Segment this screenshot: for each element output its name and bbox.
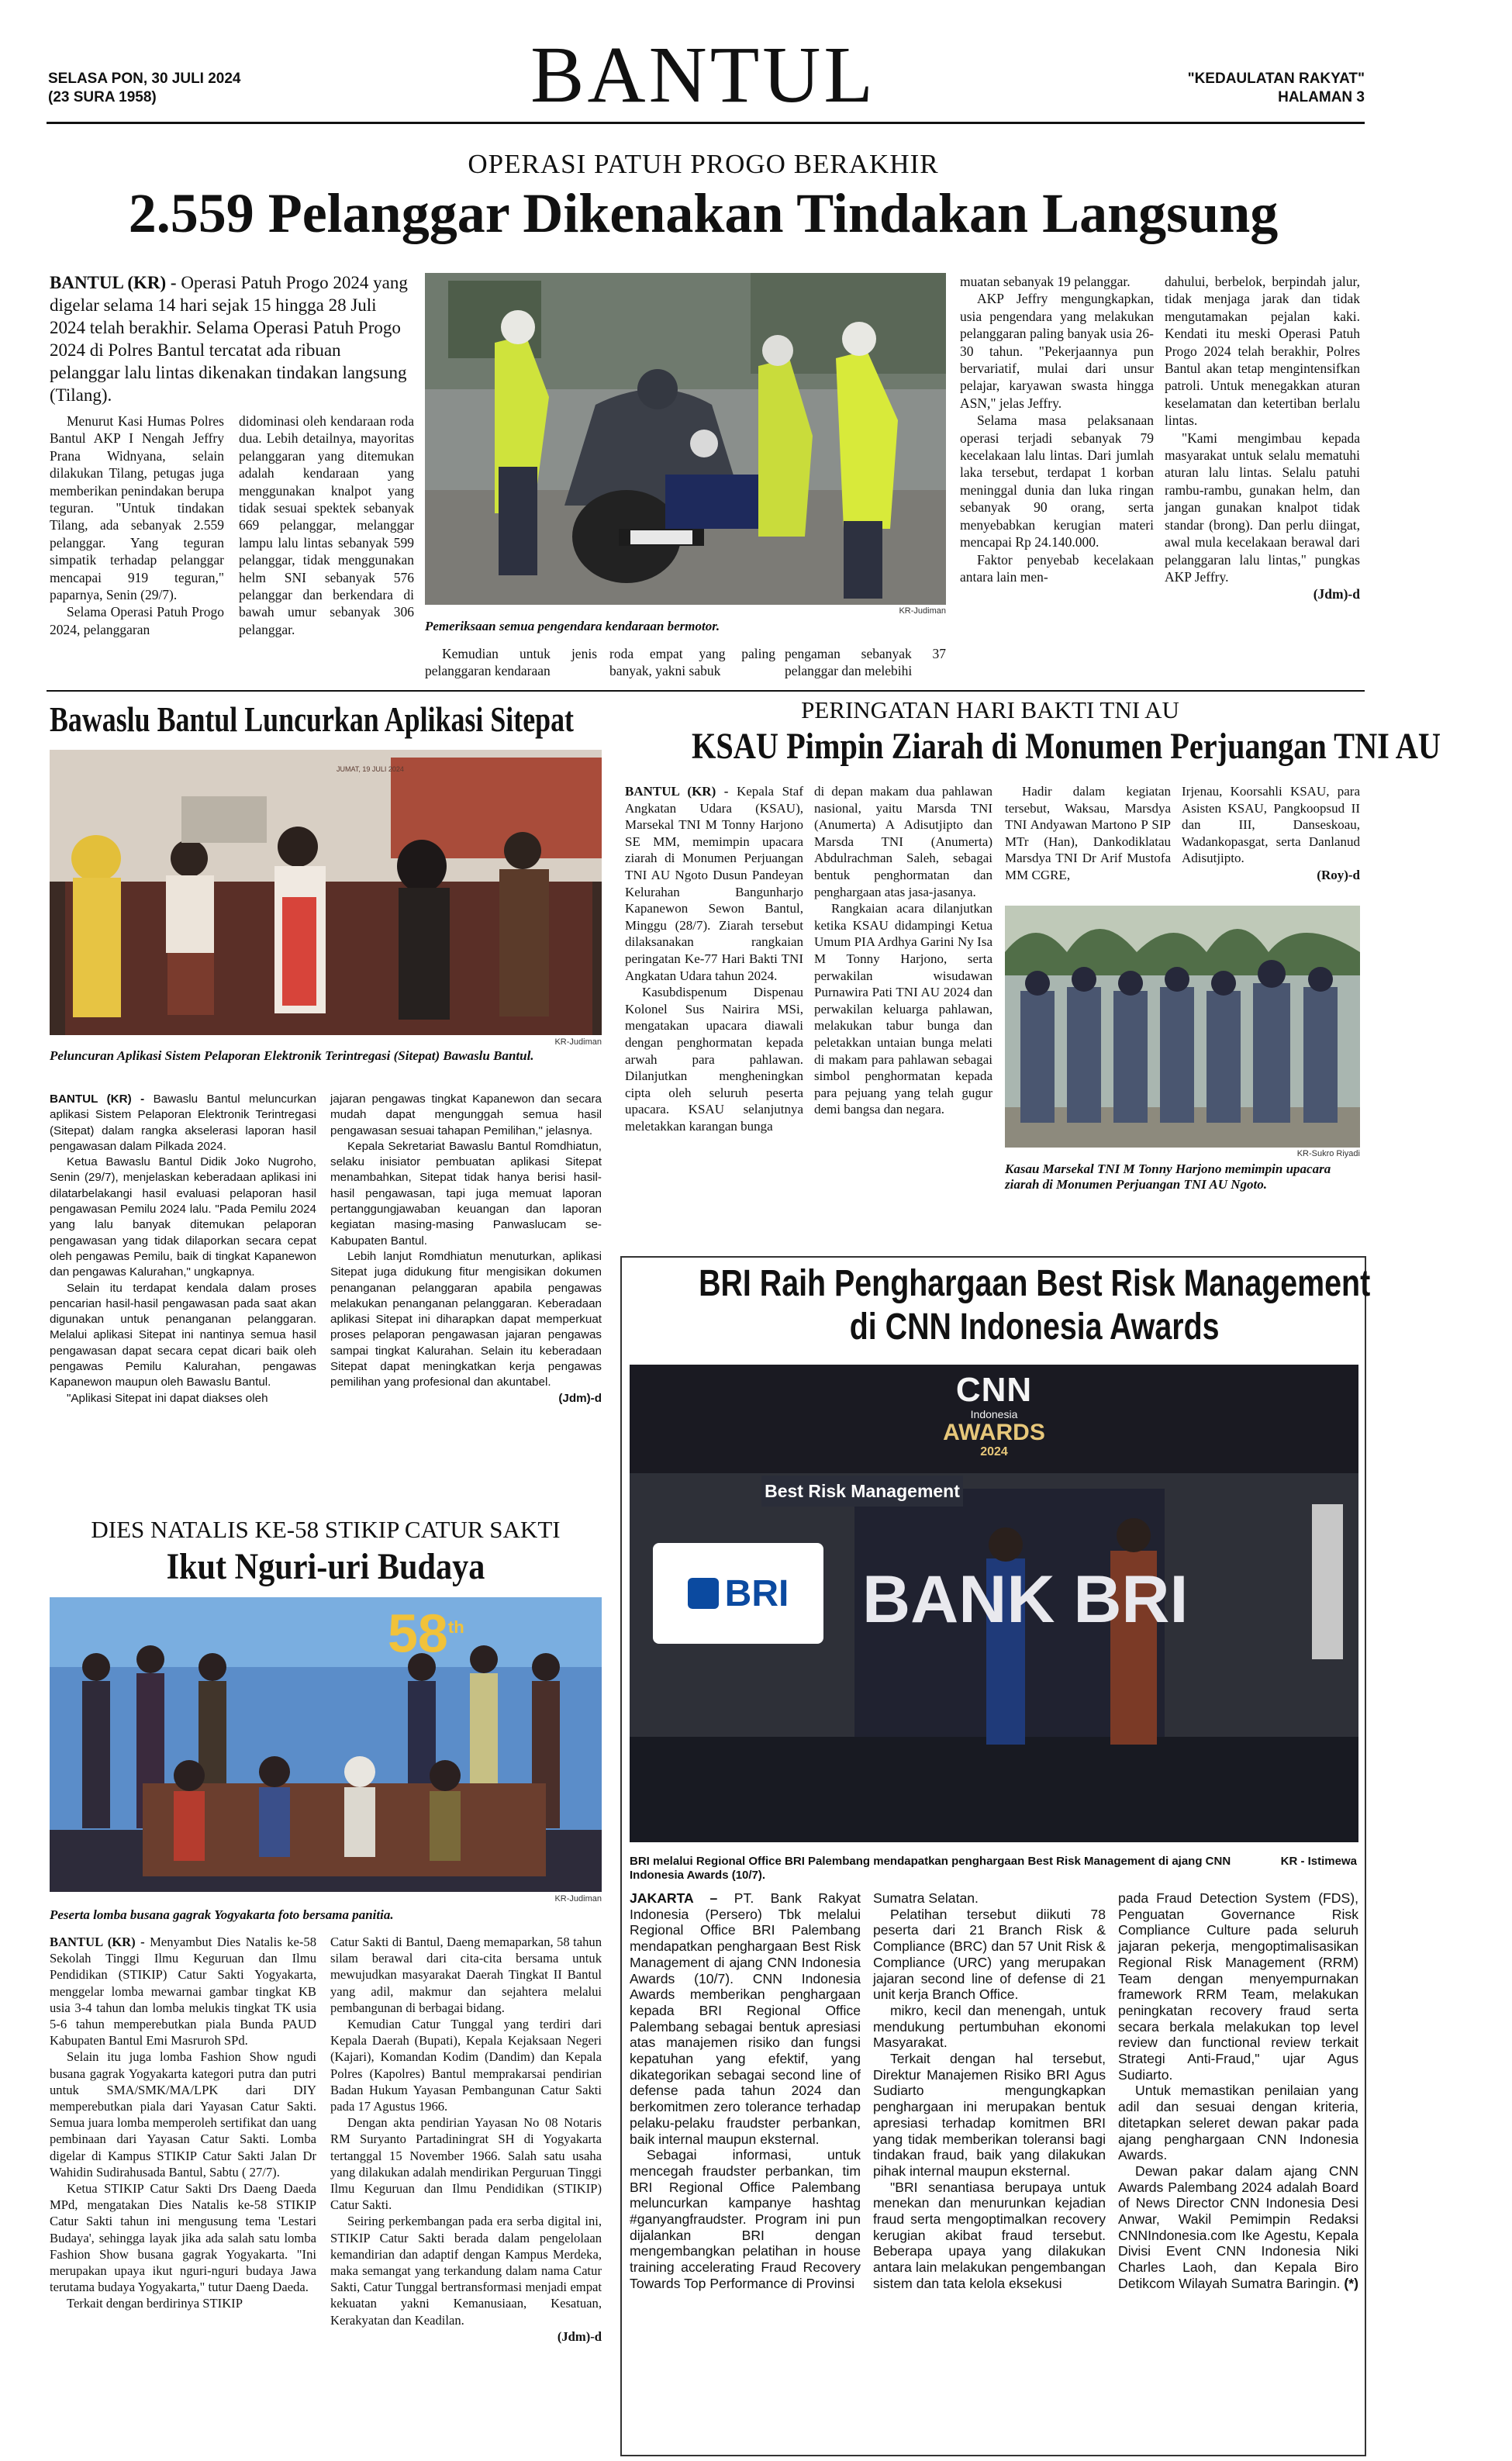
paragraph: Selama masa pelaksanaan operasi terjadi sebanyak 79 kecelakaan lalu lintas. Dari jumlah laka tersebut, terdapat 1 korban meninggal dunia dan luka ringan sebanyak 90 orang, serta menyebabkan kerugian materi mencapai Rp 24.140.000. <box>960 412 1154 551</box>
masthead-title: BANTUL <box>530 30 876 119</box>
paragraph: Faktor penyebab kecelakaan antara lain men- <box>960 551 1154 585</box>
story2-dateline: BANTUL (KR) - <box>50 1092 145 1106</box>
story5-kicker: DIES NATALIS KE-58 STIKIP CATUR SAKTI <box>91 1516 561 1543</box>
story2-lead: BANTUL (KR) - Bawaslu Bantul meluncurkan aplikasi Sistem Pelaporan Elektronik Terintregasi (Sitepat) dalam rangka akselerasi laporan hasil pengawasan dalam Pilkada 2024. <box>50 1092 316 1153</box>
story4-headline-line1: BRI Raih Penghargaan Best Risk Management <box>699 1263 1371 1304</box>
cnn-logo: CNN <box>955 1371 1033 1409</box>
story4-col3 <box>1118 1890 1358 2292</box>
story3-col4 <box>1182 783 1360 884</box>
story1-sign: (Jdm)-d <box>1313 586 1360 602</box>
story3-headline-wrap <box>620 724 1441 771</box>
story5-sign: (Jdm)-d <box>557 2328 602 2344</box>
awards-logo: AWARDS <box>943 1420 1045 1445</box>
bri-logo: BRI <box>653 1543 823 1644</box>
masthead-page: HALAMAN 3 <box>1278 89 1365 105</box>
story4-col1 <box>630 1890 861 2292</box>
story3-col2 <box>814 783 992 1118</box>
story2-col2 <box>330 1092 602 1407</box>
story1-photo-credit: KR-Judiman <box>899 606 946 616</box>
paragraph: Terkait dengan hal tersebut, Direktur Manajemen Risiko BRI Agus Sudiarto mengungkapkan penghargaan ini merupakan bentuk apresiasi terhadap komitmen BRI yang tidak memberikan toleransi bagi tindakan fraud, baik yang dilakukan pihak internal maupun eksternal. <box>873 2051 1106 2179</box>
paragraph: dahului, berbelok, berpindah jalur, tidak menjaga jarak dan tidak mengutamakan pejalan kaki. Kendati itu meski Operasi Patuh Progo 2024 telah berakhir, Polres Bantul akan tetap mengintensifkan patroli. Untuk menegakkan aturan keselamatan dan ketertiban berlalu lintas. <box>1165 274 1360 429</box>
paragraph: Selain itu juga lomba Fashion Show ngudi busana gagrak Yogyakarta kategori putra dan putri untuk SMA/SMK/MA/LPK dari DIY memperebutkan piala dari Yayasan Catur Sakti. Semua juara lomba memperoleh sertifikat dan uang pembinaan dari Yayasan Catur Sakti. Lomba digelar di Kampus STIKIP Catur Sakti Jalan Dr Wahidin Sudirahusada Bantul, Sabtu ( 27/7). <box>50 2049 316 2180</box>
story3-dateline: BANTUL (KR) - <box>625 784 729 799</box>
masthead-rule <box>47 122 1365 124</box>
story4-sign: (*) <box>1344 2275 1358 2291</box>
story4-col2 <box>873 1890 1106 2292</box>
masthead-date-line1: SELASA PON, 30 JULI 2024 <box>48 71 241 87</box>
story5-headline-wrap <box>50 1545 602 1591</box>
story5-col2 <box>330 1934 602 2345</box>
masthead-date-line2: (23 SURA 1958) <box>48 89 157 105</box>
masthead-right <box>1188 70 1365 107</box>
paragraph: Dewan pakar dalam ajang CNN Awards Palembang 2024 adalah Board of News Director CNN Indonesia Desi Anwar, Wakil Pemimpin Redaksi CNNIndonesia.com Ike Agestu, Kepala Divisi Event CNN Indonesia Niki Charles Laoh, dan Kepala Biro Detikcom Wilayah Sumatra Baringin. (*) <box>1118 2162 1358 2291</box>
story1-headline: 2.559 Pelanggar Dikenakan Tindakan Langsung <box>128 182 1279 244</box>
story1-photo <box>425 273 946 605</box>
story3-kicker: PERINGATAN HARI BAKTI TNI AU <box>801 696 1179 723</box>
story1-col1 <box>50 412 224 638</box>
story2-col1 <box>50 1092 316 1407</box>
paragraph: Ketua STIKIP Catur Sakti Drs Daeng Daeda MPd, mengatakan Dies Natalis ke-58 STIKIP Catur Sakti tahun ini mengusung tema 'Lestari Budaya', sehingga layak jika ada salah satu lomba Fashion Show busana gagrak Yogyakarta. "Ini merupakan upaya ikut nguri-nguri budaya Jawa terutama budaya Yogyakarta," tutur Daeng Daeda. <box>50 2181 316 2295</box>
paragraph: Terkait dengan berdirinya STIKIP <box>67 2296 243 2311</box>
paragraph: "Kami mengimbau kepada masyarakat untuk selalu mematuhi aturan lalu lintas. Selalu patuhi rambu-rambu, gunakan helm, dan jangan gunakan knalpot tidak standar (brong). Dan perlu diingat, awal mula kecelakaan berawal dari pelanggaran lalu lintas," pungkas AKP Jeffry. <box>1165 430 1360 585</box>
story1-col2 <box>239 412 414 638</box>
paragraph: "Aplikasi Sitepat ini dapat diakses oleh <box>67 1391 268 1405</box>
cnn-logo-indonesia: Indonesia <box>970 1408 1018 1420</box>
story3-photo-caption: Kasau Marsekal TNI M Tonny Harjono memimpin upacara ziarah di Monumen Perjuangan TNI AU Ngoto. <box>1005 1161 1331 1192</box>
story1-lead-text: Operasi Patuh Progo 2024 yang digelar selama 14 hari sejak 15 hingga 28 Juli 2024 telah berakhir. Selama Operasi Patuh Progo 2024 di Polres Bantul tercatat ada ribuan pelanggar lalu lintas dikenakan tindakan langsung (Tilang). <box>50 273 408 405</box>
story3-col1 <box>625 783 803 1134</box>
story1-col5 <box>960 273 1154 585</box>
bri-logo-icon <box>688 1578 719 1609</box>
story2-headline: Bawaslu Bantul Luncurkan Aplikasi Sitepat <box>50 699 574 739</box>
story3-photo-credit: KR-Sukro Riyadi <box>1296 1149 1360 1158</box>
story4-photo-credit: KR - Istimewa <box>1280 1855 1357 1868</box>
best-risk-banner: Best Risk Management <box>761 1476 963 1507</box>
story2-photo-caption: Peluncuran Aplikasi Sistem Pelaporan Elektronik Terintregasi (Sitepat) Bawaslu Bantul. <box>50 1048 534 1063</box>
story2-photo <box>50 750 602 1035</box>
paragraph: Irjenau, Koorsahli KSAU, para Asisten KSAU, Pangkoopsud II dan III, Danseskoau, Wadankopasgat, serta Danlanud Adisutjipto. <box>1182 784 1360 866</box>
paragraph: Ketua Bawaslu Bantul Didik Joko Nugroho, Senin (29/7), menjelaskan keberadaan aplikasi ini dilatarbelakangi hasil evaluasi pelaporan hasil pengawasan Pemilu 2024 lalu. "Pada Pemilu 2024 yang lalu banyak ditemukan pelaporan pengawasan yang tidak dilaporkan secara cepat oleh pengawas Pemilu, baik di tingkat Kapanewon dan pengawas Kalurahan," ungkapnya. <box>50 1155 316 1279</box>
story1-photo-caption: Pemeriksaan semua pengendara kendaraan bermotor. <box>425 619 720 633</box>
paragraph: roda empat yang paling banyak, yakni sabuk <box>609 646 775 679</box>
masthead-paper: "KEDAULATAN RAKYAT" <box>1187 71 1365 87</box>
story5-photo-badge: 58th <box>388 1603 464 1664</box>
paragraph: pada Fraud Detection System (FDS), Penguatan Governance Risk Compliance Culture pada seluruh jajaran pekerja, mengoptimalisasikan Regional Risk Management (RRM) Team dengan menyempurnakan framework RRM Team, melakukan peningkatan recovery fraud serta secara berkala melakukan top level review dan functional review terkait Strategi Anti-Fraud," ujar Agus Sudiarto. <box>1118 1890 1358 2083</box>
story2-photo-credit: KR-Judiman <box>554 1037 602 1047</box>
story5-photo-credit: KR-Judiman <box>554 1894 602 1904</box>
story2-headline-wrap <box>50 698 608 744</box>
story2-banner-text: JUMAT, 19 JULI 2024 <box>337 765 404 773</box>
paragraph: Lebih lanjut Romdhiatun menuturkan, aplikasi Sitepat juga didukung fitur mengisikan dokumen penanganan pelanggaran apabila pengawas melakukan penanganan pelanggaran. Keberadaan aplikasi Sitepat ini diharapkan dapat memperkuat proses pelaporan pengawasan jajaran pengawas sampai tingkat Kalurahan. Selain itu keberadaan Sitepat dapat meningkatkan kerja pengawas pemilihan yang profesional dan akuntabel. <box>330 1249 602 1389</box>
bank-bri-text: BANK BRI <box>862 1562 1189 1637</box>
story3-headline: KSAU Pimpin Ziarah di Monumen Perjuangan TNI AU <box>691 726 1441 767</box>
story4-lead: JAKARTA – PT. Bank Rakyat Indonesia (Persero) Tbk melalui Regional Office BRI Palembang mendapatkan penghargaan Best Risk Management di ajang CNN Indonesia Awards (10/7). CNN Indonesia Awards memberikan penghargaan kepada BRI Regional Office Palembang sebagai bentuk apresiasi atas manajemen risiko dan fungsi kepatuhan yang efektif, yang dikategorikan sebagai second line of defense pada tahun 2024 dan berkomitmen zero tolerance terhadap pelaku-pelaku fraudster perbankan, baik internal maupun eksternal. <box>630 1890 861 2147</box>
paragraph: Untuk memastikan penilaian yang adil dan sesuai dengan kriteria, ditetapkan seleret dewan pakar pada ajang penghargaan CNN Indonesia Awards. <box>1118 2083 1358 2163</box>
story5-photo <box>50 1597 602 1892</box>
story4-dateline: JAKARTA – <box>630 1890 718 1906</box>
story4-headline-line2: di CNN Indonesia Awards <box>849 1306 1220 1348</box>
section-rule <box>47 690 1365 692</box>
paragraph: mikro, kecil dan menengah, untuk mendukung pertumbuhan ekonomi Masyarakat. <box>873 2002 1106 2051</box>
paragraph: Kemudian Catur Tunggal yang terdiri dari Kepala Daerah (Bupati), Kepala Kejaksaan Negeri (Kajari), Komandan Kodim (Dandim) dan Kepala Polres (Kapolres) Bantul memprakarsai pendirian Badan Hukum Yayasan Pembangunan Catur Sakti pada 17 Agustus 1966. <box>330 2017 602 2114</box>
paragraph: Kasubdispenum Dispenau Kolonel Sus Nairira MSi, mengatakan upacara diawali dengan penghormatan kepada arwah para pahlawan. Dilanjutkan mengheningkan cipta oleh seluruh peserta upacara. KSAU selanjutnya meletakkan karangan bunga <box>625 985 803 1134</box>
paragraph: jajaran pengawas tingkat Kapanewon dan secara mudah dapat mengunggah semua hasil pengawasan sesuai tahapan Pemilihan," jelasnya. <box>330 1092 602 1137</box>
paragraph: Dengan akta pendirian Yayasan No 08 Notaris RM Suryanto Partadiningrat SH di Yogyakarta tertanggal 15 November 1966. Salah satu usaha yang dilakukan adalah mendirikan Perguruan Tinggi Ilmu Keguruan dan Ilmu Pendidikan (STIKIP) Catur Sakti. <box>330 2115 602 2213</box>
story1-below-col2 <box>609 645 775 680</box>
paragraph: Sumatra Selatan. <box>873 1890 979 1906</box>
paragraph: Menurut Kasi Humas Polres Bantul AKP I Nengah Jeffry Prana Widnyana, selain dilakukan Tilang, petugas juga memberikan penindakan berupa teguran. "Untuk tindakan Tilang, ada sebanyak 2.559 pelanggar. Yang teguran simpatik terhadap pelanggar mencapai 919 teguran," paparnya, Senin (29/7). <box>50 413 224 603</box>
story3-col3 <box>1005 783 1171 884</box>
story5-headline: Ikut Nguri-uri Budaya <box>166 1546 485 1587</box>
paragraph: Kepala Sekretariat Bawaslu Bantul Romdhiatun, selaku inisiator pembuatan aplikasi Sitepat menambahkan, Sitepat tidak hanya berisi hasil-hasil pengawasan, tapi juga memuat laporan pertanggungjawaban keuangan dan laporan kegiatan masing-masing Panwaslucam se-Kabupaten Bantul. <box>330 1139 602 1248</box>
paragraph: Rangkaian acara dilanjutkan ketika KSAU didampingi Ketua Umum PIA Ardhya Garini Ny Isa M Tonny Harjono, serta perwakilan wisudawan Purnawira Pati TNI AU 2024 dan perwakilan keluarga pahlawan, melakukan tabur bunga dan peletakkan untaian bunga melati di makam para pahlawan sebagai simbol penghormatan kepada para pejuang yang telah gugur demi bangsa dan negara. <box>814 901 992 1117</box>
story4-photo-caption: BRI melalui Regional Office BRI Palembang mendapatkan penghargaan Best Risk Management di ajang CNN Indonesia Awards (10/7). <box>630 1855 1231 1882</box>
paragraph: di depan makam dua pahlawan nasional, yaitu Marsda TNI (Anumerta) A Adisutjipto dan Marsda TNI (Anumerta) Abdulrachman Saleh, sebagai bentuk penghormatan dan penghargaan atas jasa-jasanya. <box>814 784 992 899</box>
story5-col1 <box>50 1934 316 2312</box>
awards-year: 2024 <box>980 1445 1008 1458</box>
story5-photo-caption: Peserta lomba busana gagrak Yogyakarta foto bersama panitia. <box>50 1907 394 1922</box>
paragraph: Catur Sakti di Bantul, Daeng memaparkan, 58 tahun silam berawal dari cita-cita bersama untuk mewujudkan masyarakat Daerah Tingkat II Bantul yang adil, makmur dan sejahtera melalui pembangunan di berbagai bidang. <box>330 1935 602 2015</box>
story3-sign: (Roy)-d <box>1317 867 1360 882</box>
story4-photo-logo <box>630 1372 1358 1459</box>
story1-below-col1 <box>425 645 597 680</box>
paragraph: muatan sebanyak 19 pelanggar. <box>960 274 1131 289</box>
story1-lead <box>50 271 414 406</box>
paragraph: pengaman sebanyak 37 pelanggar dan melebihi <box>785 646 946 679</box>
story3-photo <box>1005 906 1360 1148</box>
paragraph: Kemudian untuk jenis pelanggaran kendaraan <box>425 646 597 679</box>
story1-below-col3 <box>785 645 946 680</box>
story4-headline-wrap <box>625 1262 1371 1355</box>
story1-dateline: BANTUL (KR) - <box>50 273 177 292</box>
story1-col6 <box>1165 273 1360 603</box>
story3-lead: BANTUL (KR) - Kepala Staf Angkatan Udara (KSAU), Marsekal TNI M Tonny Harjono SE MM, memimpin upacara ziarah di Monumen Perjuangan TNI AU Ngoto Dusun Pandeyan Kelurahan Bangunharjo Kapanewon Sewon Bantul, Minggu (28/7). Ziarah tersebut dilaksanakan rangkaian peringatan Ke-77 Hari Bakti TNI Angkatan Udara tahun 2024. <box>625 784 803 983</box>
story5-dateline: BANTUL (KR) - <box>50 1935 145 1949</box>
paragraph: Seiring perkembangan pada era serba digital ini, STIKIP Catur Sakti berada dalam pengelolaan kemandirian dan adaptif dengan Kampus Merdeka, maka semangat yang terkandung dalam nama Catur Sakti, Catur Tunggal bertransformasi menjadi empat kekuatan yakni Kemanusiaan, Kesatuan, Kerakyatan dan Keadilan. <box>330 2214 602 2328</box>
paragraph: "BRI senantiasa berupaya untuk menekan dan menurunkan kejadian fraud serta mengoptimalkan recovery kerugian akibat fraud tersebut. Beberapa upaya yang dilakukan antara lain melakukan pengembangan sistem dan tata kelola eksekusi <box>873 2179 1106 2291</box>
story4-photo <box>630 1365 1358 1842</box>
story1-kicker: OPERASI PATUH PROGO BERAKHIR <box>468 149 939 179</box>
paragraph: Sebagai informasi, untuk mencegah fraudster perbankan, tim BRI Regional Office Palembang meluncurkan kampanye hashtag #ganyangfraudster. Program ini pun dijalankan BRI dengan mengembangkan pelatihan in house training accelerating Fraud Recovery Towards Top Performance di Provinsi <box>630 2147 861 2291</box>
paragraph: didominasi oleh kendaraan roda dua. Lebih detailnya, mayoritas pelanggaran yang ditemukan adalah kendaraan yang menggunakan knalpot yang tidak sesuai spektek sebanyak 669 pelanggar, melanggar lampu lalu lintas sebanyak 599 pelanggar, tidak menggunakan helm SNI sebanyak 576 pelanggar dan berkendara di bawah umur sebanyak 306 pelanggar. <box>239 413 414 637</box>
paragraph: Pelatihan tersebut diikuti 78 peserta dari 21 Branch Risk & Compliance (BRC) dan 57 Unit Risk & Compliance (URC) yang merupakan jajaran second line of defense di 21 unit kerja Branch Office. <box>873 1906 1106 2003</box>
story2-sign: (Jdm)-d <box>558 1391 602 1405</box>
paragraph: Hadir dalam kegiatan tersebut, Waksau, Marsdya TNI Andyawan Martono P SIP MTr (Han), Dankodiklatau Marsdya TNI Dr Arif Mustofa MM CGRE, <box>1005 784 1171 882</box>
paragraph: Selama Operasi Patuh Progo 2024, pelanggaran <box>50 604 224 637</box>
paragraph: AKP Jeffry mengungkapkan, usia pengendara yang melakukan pelanggaran paling banyak usia 26-30 tahun. "Pekerjaannya pun bervariatif, mulai dari unsur pelajar, karyawan swasta hingga ASN," jelas Jeffry. <box>960 291 1154 411</box>
paragraph: Selain itu terdapat kendala dalam proses pencarian hasil-hasil pengawasan pada saat akan digunakan untuk penanganan pelanggaran. Melalui aplikasi Sitepat ini nantinya semua hasil pengawasan dapat secara cepat dicari baik oleh pengawas Pemilu Kalurahan, pengawas Kapanewon maupun oleh Bawaslu Bantul. <box>50 1281 316 1389</box>
story5-lead: BANTUL (KR) - Menyambut Dies Natalis ke-58 Sekolah Tinggi Ilmu Keguruan dan Ilmu Pendidikan (STIKIP) Catur Sakti Yogyakarta, menggelar lomba mewarnai gambar tingkat KB usia 3-4 tahun dan lomba melukis tingkat TK usia 5-6 tahun memperebutkan piala Bunda PAUD Kabupaten Bantul Emi Masruroh SPd. <box>50 1935 316 2049</box>
story4-headline <box>699 1262 1370 1349</box>
